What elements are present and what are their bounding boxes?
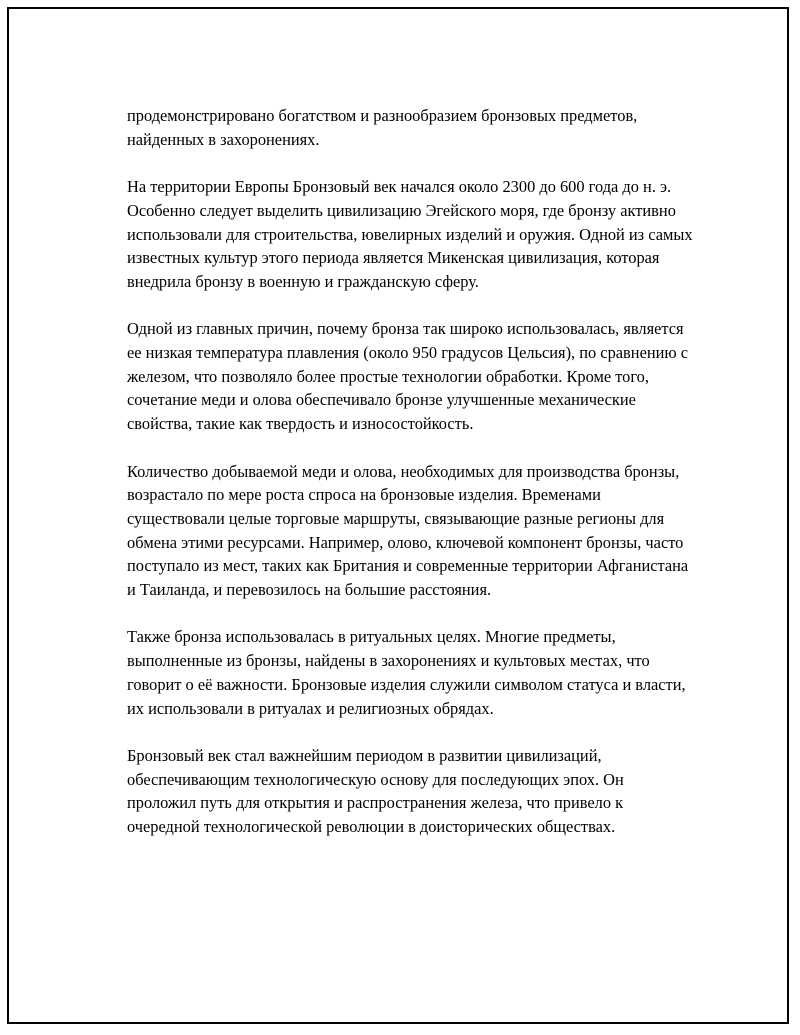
paragraph: продемонстрировано богатством и разнообразием бронзовых предметов, найденных в захоронениях. xyxy=(127,106,638,149)
paragraph: Одной из главных причин, почему бронза так широко использовалась, является ее низкая температура плавления (около 950 градусов Цельсия), по сравнению с железом, что позволяло более простые технологии обработки. Кроме того, сочетание меди и олова обеспечивало бронзе улучшенные механические свойства, такие как твердость и износостойкость. xyxy=(127,319,689,434)
page-frame xyxy=(7,7,789,1024)
paragraph: Бронзовый век стал важнейшим периодом в развитии цивилизаций, обеспечивающим технологическую основу для последующих эпох. Он проложил путь для открытия и распространения железа, что привело к очередной технологической революции в доисторических обществах. xyxy=(127,745,624,837)
paragraph: Количество добываемой меди и олова, необходимых для производства бронзы, возрастало по мере роста спроса на бронзовые изделия. Временами существовали целые торговые маршруты, связывающие разные регионы для обмена этими ресурсами. Например, олово, ключевой компонент бронзы, часто поступало из мест, таких как Британия и современные территории Афганистана и Таиланда, и перевозилось на большие расстояния. xyxy=(127,461,689,600)
document-body xyxy=(127,104,697,839)
paragraph: Также бронза использовалась в ритуальных целях. Многие предметы, выполненные из бронзы, найдены в захоронениях и культовых местах, что говорит о её важности. Бронзовые изделия служили символом статуса и власти, их использовали в ритуалах и религиозных обрядах. xyxy=(127,627,686,718)
paragraph: На территории Европы Бронзовый век начался около 2300 до 600 года до н. э. Особенно следует выделить цивилизацию Эгейского моря, где бронзу активно использовали для строительства, ювелирных изделий и оружия. Одной из самых известных культур этого периода является Микенская цивилизация, которая внедрила бронзу в военную и гражданскую сферу. xyxy=(127,177,693,291)
